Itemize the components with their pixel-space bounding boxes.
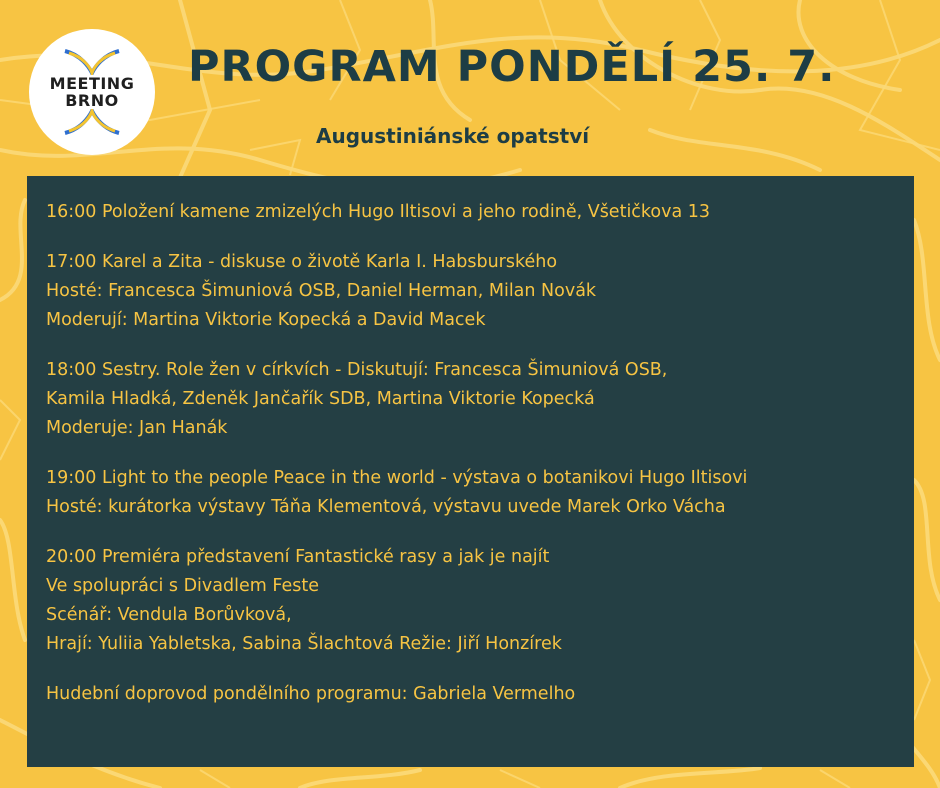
- program-line: Ve spolupráci s Divadlem Feste: [46, 576, 319, 596]
- program-line: Hosté: kurátorka výstavy Táňa Klementová, výstavu uvede Marek Orko Vácha: [46, 497, 726, 517]
- program-line: Moderuje: Jan Hanák: [46, 418, 228, 438]
- program-line: 16:00 Položení kamene zmizelých Hugo Iltisovi a jeho rodině, Všetičkova 13: [46, 202, 711, 222]
- program-line: Hrají: Yuliia Yabletska, Sabina Šlachtová Režie: Jiří Honzírek: [46, 634, 562, 654]
- program-item-music: [46, 680, 914, 709]
- program-line: Kamila Hladká, Zdeněk Jančařík SDB, Martina Viktorie Kopecká: [46, 389, 595, 409]
- venue-subtitle: Augustiniánské opatství: [316, 124, 590, 148]
- program-panel: [27, 176, 914, 767]
- logo-top-ribbon-icon: [61, 49, 123, 75]
- program-line: 19:00 Light to the people Peace in the world - výstava o botanikovi Hugo Iltisovi: [46, 468, 748, 488]
- program-item-2000: [46, 543, 914, 659]
- program-line: 20:00 Premiéra představení Fantastické rasy a jak je najít: [46, 547, 550, 567]
- program-line: Hudební doprovod pondělního programu: Gabriela Vermelho: [46, 684, 576, 704]
- meeting-brno-logo: [29, 29, 155, 155]
- program-item-1600: [46, 198, 914, 227]
- logo-bottom-ribbon-icon: [61, 109, 123, 135]
- page-title: PROGRAM PONDĚLÍ 25. 7.: [188, 42, 836, 92]
- program-line: Hosté: Francesca Šimuniová OSB, Daniel Herman, Milan Novák: [46, 281, 597, 301]
- program-line: 18:00 Sestry. Role žen v církvích - Diskutují: Francesca Šimuniová OSB,: [46, 360, 668, 380]
- program-item-1800: [46, 356, 914, 443]
- program-line: 17:00 Karel a Zita - diskuse o životě Karla I. Habsburského: [46, 252, 558, 272]
- program-item-1900: [46, 464, 914, 522]
- program-item-1700: [46, 248, 914, 335]
- logo-text-meeting: MEETING: [49, 74, 135, 93]
- program-line: Scénář: Vendula Borůvková,: [46, 605, 292, 625]
- program-line: Moderují: Martina Viktorie Kopecká a David Macek: [46, 310, 486, 330]
- logo-text-brno: BRNO: [65, 91, 119, 110]
